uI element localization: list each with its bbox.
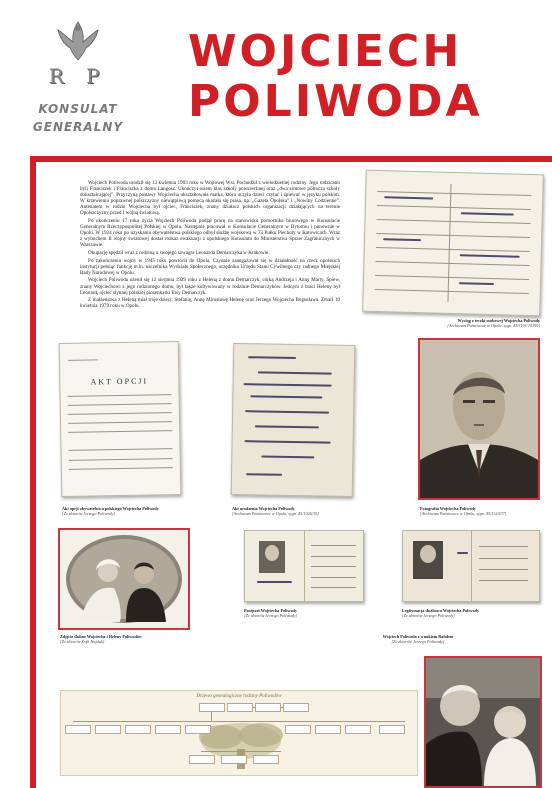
tree-node [185,725,211,734]
biography-paragraph: Z małżeństwa z Heleną miał troje dzieci: Stefanię, Annę Mirosławę Helenę oraz Jerzego Wojciecha Bogusława. Zmarł 10 kwietnia 1979 roku w Opolu. [80,297,340,310]
passport-document [244,530,364,602]
tree-node [227,703,253,712]
man-with-child-icon [426,658,540,786]
biography-paragraph: Wojciech Poliwoda urodził się 13 kwietnia 1903 roku w Wojtowej Wsi. Pochodził z wielodzietnej rodziny. Jego rodzicami byli Franciszek i Franciszka z domu Langosz. Ukończył osiem klas szkoły powszechnej oraz „dwa zimowe półrocza szkoły dokształcającej”. Przyczyną postawy Wojciecha ukształtowała matka, która uczyła dzieci czytać i śpiewać w języku polskim. W krzewieniu poprawnej polszczyzny niewątpliwą pomocą okazała się prasa, np. „Gazeta Opolska” i „Nowiny Codzienne”. Antenatem w rodzie Wojciecha był ojciec, Franciszek, znany działacz polskich organizacji działających na terenie Opolszczyzny przed I wojną światową. [80,180,340,217]
tree-node [155,725,181,734]
tree-node [379,725,405,734]
registry-document [362,170,544,317]
eagle-emblem-icon [56,20,100,62]
tree-node [189,755,215,764]
tree-node [221,755,247,764]
option-act-heading: AKT OPCJI [90,376,149,387]
caption-grandson: Wojciech Poliwoda z wnukiem Rafałem [Ze zbiorów Jerzego Poliwody] [382,634,454,644]
biography-paragraph: Po ukończeniu 17 roku życia Wojciech Poliwoda podjął pracę na stanowisku pomocnika biurowego w Konsulacie Generalnym Rzeczypospolitej Polskiej w Opolu. Następnie pracował w Konsulacie Generalnym w Bytomiu i ponownie w Opolu. W 1924 roku po uzyskaniu obywatelstwa polskiego odbył służbę wojskową w 73 Pułku Piechoty w Katowicach. Wraz z wybuchem II wojny światowej dostał rozkaz ewakuacji z opolskiego Konsulatu do Ministerstwa Spraw Zagranicznych w Warszawie. [80,218,340,249]
service-id-document [402,530,540,602]
tree-node [199,703,225,712]
biography-text [80,180,340,311]
biography-paragraph: Po zakończeniu wojny w 1945 roku powrócił do Opola. Czynnie zaangażował się w działalność na rzecz opolskich instytucji pełniąc funkcję m.in. naczelnika Wydziału Społecznego, urzędnika Urzędu Stanu Cywilnego czy radnego Miejskiej Rady Narodowej w Opolu. [80,257,340,276]
wedding-photo [58,528,190,630]
page-title-first-name: WOJCIECH [188,26,463,77]
tree-node [65,725,91,734]
caption-service-id: Legitymacja służbowa Wojciecha Poliwody [Ze zbiorów Jerzego Poliwody] [402,608,480,618]
portrait-man-icon [420,340,538,498]
biography-paragraph: Wojciech Poliwoda ożenił się 12 sierpnia 1929 roku z Heleną z domu Demarczyk, córką Andrzeja i Anny Marty. Śpiew, znany Wojciechowi z jego rodzinnego domu, był także kultywowany w rodzinie Demarczyków. Jednym z braci Heleny był Leonard, ojciec słynnej polskiej piosenkarki Ewy Demarczyk. [80,277,340,296]
portrait-photo [418,338,540,500]
genealogy-tree-title: Drzewo genealogiczne rodziny Poliwodów [196,694,282,699]
red-frame-top [30,156,552,162]
grandson-photo [424,656,542,788]
logo-word-konsulat: KONSULAT [38,102,118,116]
red-frame-left [30,156,36,788]
biography-paragraph: Okupację spędził wraz z rodziną u swojego szwagra Leonarda Demarczyka w Krakowie. [88,250,270,257]
genealogy-tree [60,690,418,776]
logo-letters: R P [48,64,108,88]
wedding-couple-icon [60,530,188,628]
caption-registry: Wyciąg z teczki osobowej Wojciecha Poliwody [Archiwum Państwowe w Opolu, sygn. 45/1191/10399] [447,318,540,328]
tree-node [125,725,151,734]
page-title-surname: POLIWODA [188,76,483,127]
tree-node [253,755,279,764]
caption-portrait: Fotografia Wojciecha Poliwody [Archiwum Państwowe w Opolu, sygn. 45/112/437] [420,506,507,516]
birth-record-document [231,343,356,497]
caption-birth-record: Akt urodzenia Wojciecha Poliwody [Archiwum Państwowe w Opolu, sygn. 45/1026/30] [232,506,319,516]
tree-node [315,725,341,734]
caption-option-act: Akt opcji obywatelstwa polskiego Wojciecha Poliwody [Ze zbiorów Jerzego Poliwody] [62,506,159,516]
tree-node [345,725,371,734]
tree-node [95,725,121,734]
tree-node [255,703,281,712]
consulate-logo [18,16,138,154]
option-act-document [59,341,182,497]
logo-word-generalny: GENERALNY [32,120,124,134]
caption-wedding: Zdjęcie ślubne Wojciecha i Heleny Poliwodów [Ze zbiorów Zofii Hajduk] [60,634,142,644]
tree-node [285,725,311,734]
tree-node [283,703,309,712]
caption-passport: Paszport Wojciecha Poliwody [Ze zbiorów Jerzego Poliwody] [244,608,297,618]
